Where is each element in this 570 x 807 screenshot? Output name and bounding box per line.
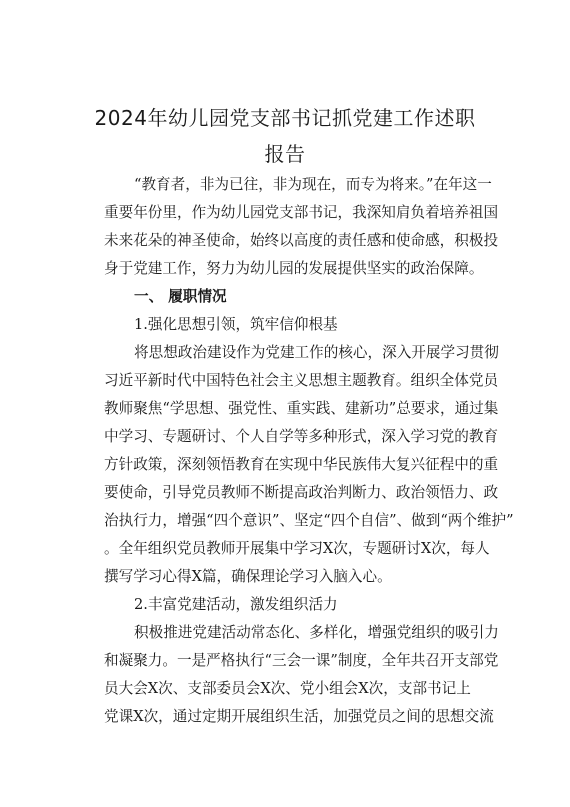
intro-line: “教育者，非为已往，非为现在，而专为将来。”在年这一 bbox=[134, 176, 492, 193]
intro-line: 未来花朵的神圣使命，始终以高度的责任感和使命感，积极投 bbox=[104, 232, 499, 249]
paragraph-line: 治执行力，增强“四个意识”、坚定“四个自信”、做到“两个维护” bbox=[104, 512, 514, 529]
subsection-title: 1.强化思想引领，筑牢信仰根基 bbox=[134, 316, 338, 333]
document-title-line-1: 2024年幼儿园党支部书记抓党建工作述职 bbox=[94, 106, 476, 130]
paragraph-line: 党课X次，通过定期开展组织生活，加强党员之间的思想交流 bbox=[104, 708, 494, 725]
subsection-title: 2.丰富党建活动，激发组织活力 bbox=[134, 596, 338, 613]
paragraph-line: 将思想政治建设作为党建工作的核心，深入开展学习贯彻 bbox=[134, 344, 499, 361]
paragraph-line: 教师聚焦“学思想、强党性、重实践、建新功”总要求，通过集 bbox=[104, 400, 499, 417]
paragraph-line: 撰写学习心得X篇，确保理论学习入脑入心。 bbox=[104, 568, 392, 585]
paragraph-line: 要使命，引导党员教师不断提高政治判断力、政治领悟力、政 bbox=[104, 484, 499, 501]
paragraph-line: 和凝聚力。一是严格执行“三会一课”制度，全年共召开支部党 bbox=[104, 652, 499, 669]
paragraph-line: 方针政策，深刻领悟教育在实现中华民族伟大复兴征程中的重 bbox=[104, 456, 499, 473]
paragraph-line: 积极推进党建活动常态化、多样化，增强党组织的吸引力 bbox=[134, 624, 499, 641]
intro-line: 身于党建工作，努力为幼儿园的发展提供坚实的政治保障。 bbox=[104, 260, 484, 277]
paragraph-line: 。全年组织党员教师开展集中学习X次，专题研讨X次，每人 bbox=[104, 540, 490, 557]
paragraph-line: 中学习、专题研讨、个人自学等多种形式，深入学习党的教育 bbox=[104, 428, 499, 445]
paragraph-line: 员大会X次、支部委员会X次、党小组会X次，支部书记上 bbox=[104, 680, 471, 697]
intro-line: 重要年份里，作为幼儿园党支部书记，我深知肩负着培养祖国 bbox=[104, 204, 499, 221]
section-heading: 一、 履职情况 bbox=[134, 288, 227, 305]
document-title-line-2: 报告 bbox=[264, 142, 306, 166]
paragraph-line: 习近平新时代中国特色社会主义思想主题教育。组织全体党员 bbox=[104, 372, 499, 389]
